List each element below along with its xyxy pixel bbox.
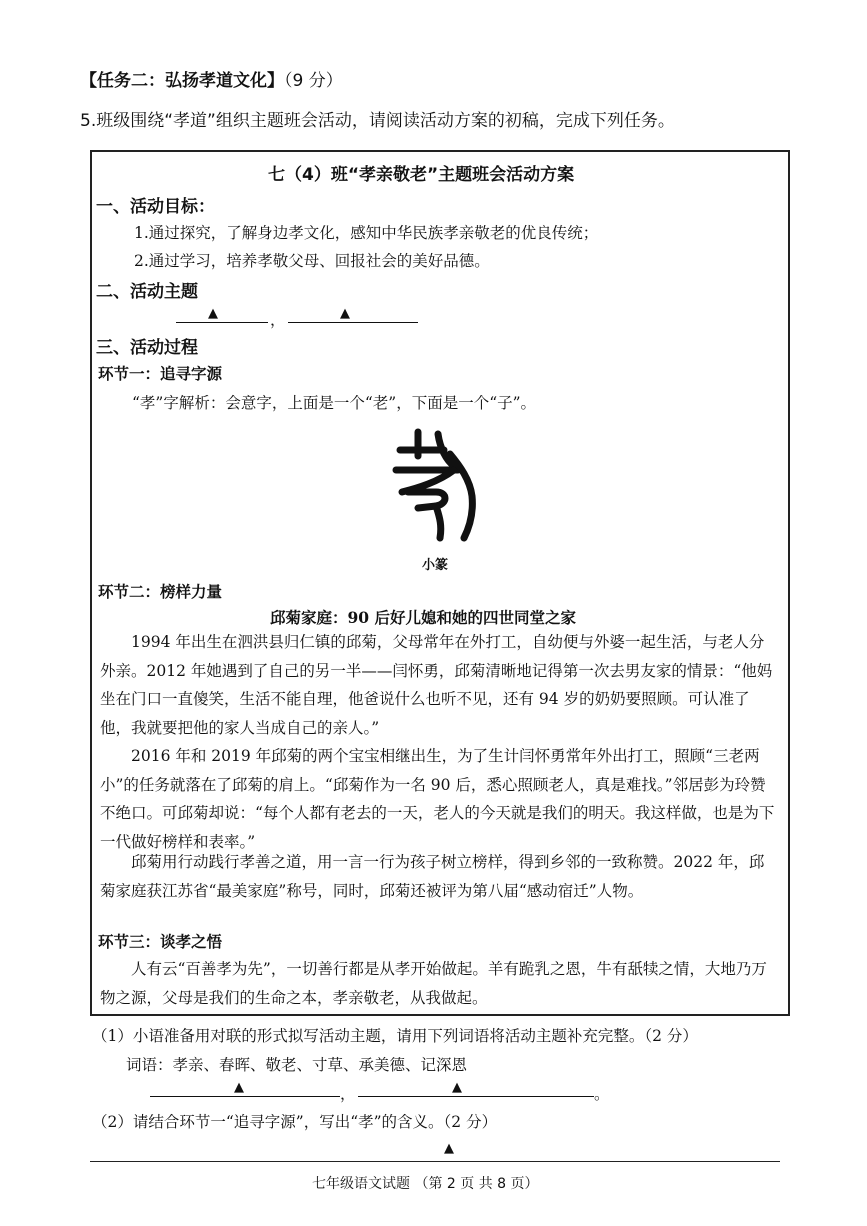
link-1-text: “孝”字解析：会意字，上面是一个“老”，下面是一个“子”。 (132, 394, 537, 412)
question-5: 5.班级围绕“孝道”组织主题班会活动，请阅读活动方案的初稿，完成下列任务。 (80, 111, 675, 131)
theme-marker-1: ▲ (208, 306, 218, 321)
seal-script-xiao-icon (388, 426, 488, 546)
task-heading-points: （9 分） (284, 71, 343, 91)
link-1-heading: 环节一：追寻字源 (98, 365, 223, 383)
theme-blank-1[interactable] (176, 322, 268, 323)
link-2-heading: 环节二：榜样力量 (98, 583, 223, 601)
seal-caption: 小篆 (422, 558, 449, 573)
answer-marker-2: ▲ (452, 1080, 462, 1095)
answer-comma: ， (340, 1085, 356, 1103)
story-paragraph-3: 邱菊用行动践行孝善之道，用一言一行为孩子树立榜样，得到乡邻的一致称赞。2022 年，邱菊家庭获江苏省“最美家庭”称号，同时，邱菊还被评为第八届“感动宿迁”人物。 (100, 853, 765, 900)
plan-title: 七（4）班“孝亲敬老”主题班会活动方案 (268, 165, 575, 185)
story-title: 邱菊家庭：90 后好儿媳和她的四世同堂之家 (270, 608, 576, 627)
goal-item-2: 2.通过学习，培养孝敬父母、回报社会的美好品德。 (134, 252, 490, 270)
section-3-heading: 三、活动过程 (96, 338, 198, 358)
story-paragraph-1: 1994 年出生在泗洪县归仁镇的邱菊，父母常年在外打工，自幼便与外婆一起生活，与老人分外亲。2012 年她遇到了自己的另一半——闫怀勇，邱菊清晰地记得第一次去男友家的情景：“他妈坐在门口一直傻笑，生活不能自理，他爸说什么也听不见，还有 94 岁的奶奶要照顾。可认准了他，我就要把他的家人当成自己的亲人。” (100, 633, 773, 737)
sub-question-2: （2）请结合环节一“追寻字源”，写出“孝”的含义。（2 分） (92, 1113, 498, 1131)
link-3-heading: 环节三：谈孝之悟 (98, 933, 223, 951)
task-heading-title: 【任务二：弘扬孝道文化】 (80, 71, 284, 91)
answer-blank-2[interactable] (358, 1096, 594, 1097)
answer-marker-1: ▲ (234, 1080, 244, 1095)
theme-blank-2[interactable] (288, 322, 418, 323)
sub-question-1-words: 词语：孝亲、春晖、敬老、寸草、承美德、记深恩 (126, 1056, 468, 1074)
story-paragraph-2: 2016 年和 2019 年邱菊的两个宝宝相继出生，为了生计闫怀勇常年外出打工，照顾“三老两小”的任务就落在了邱菊的肩上。“邱菊作为一名 90 后，悉心照顾老人，真是难找。”邻居彭为玲赞不绝口。可邱菊却说：“每个人都有老去的一天，老人的今天就是我们的明天。我这样做，也是为下一代做好榜样和表率。” (100, 747, 775, 851)
sub-question-1: （1）小语准备用对联的形式拟写活动主题，请用下列词语将活动主题补充完整。（2 分） (92, 1027, 698, 1045)
theme-marker-2: ▲ (340, 306, 350, 321)
answer-marker-3: ▲ (444, 1141, 454, 1156)
theme-comma: ， (270, 311, 286, 329)
section-1-heading: 一、活动目标： (96, 197, 215, 217)
goal-item-1: 1.通过探究，了解身边孝文化，感知中华民族孝亲敬老的优良传统； (134, 224, 599, 242)
answer-blank-1[interactable] (150, 1096, 340, 1097)
link-3-text: 人有云“百善孝为先”，一切善行都是从孝开始做起。羊有跪乳之恩，牛有舐犊之情，大地乃万物之源，父母是我们的生命之本，孝亲敬老，从我做起。 (100, 960, 767, 1007)
page-footer: 七年级语文试题 （第 2 页 共 8 页） (312, 1176, 539, 1192)
answer-period: 。 (594, 1085, 610, 1103)
section-2-heading: 二、活动主题 (96, 282, 198, 302)
footer-divider (90, 1161, 780, 1162)
task-heading (80, 66, 343, 91)
